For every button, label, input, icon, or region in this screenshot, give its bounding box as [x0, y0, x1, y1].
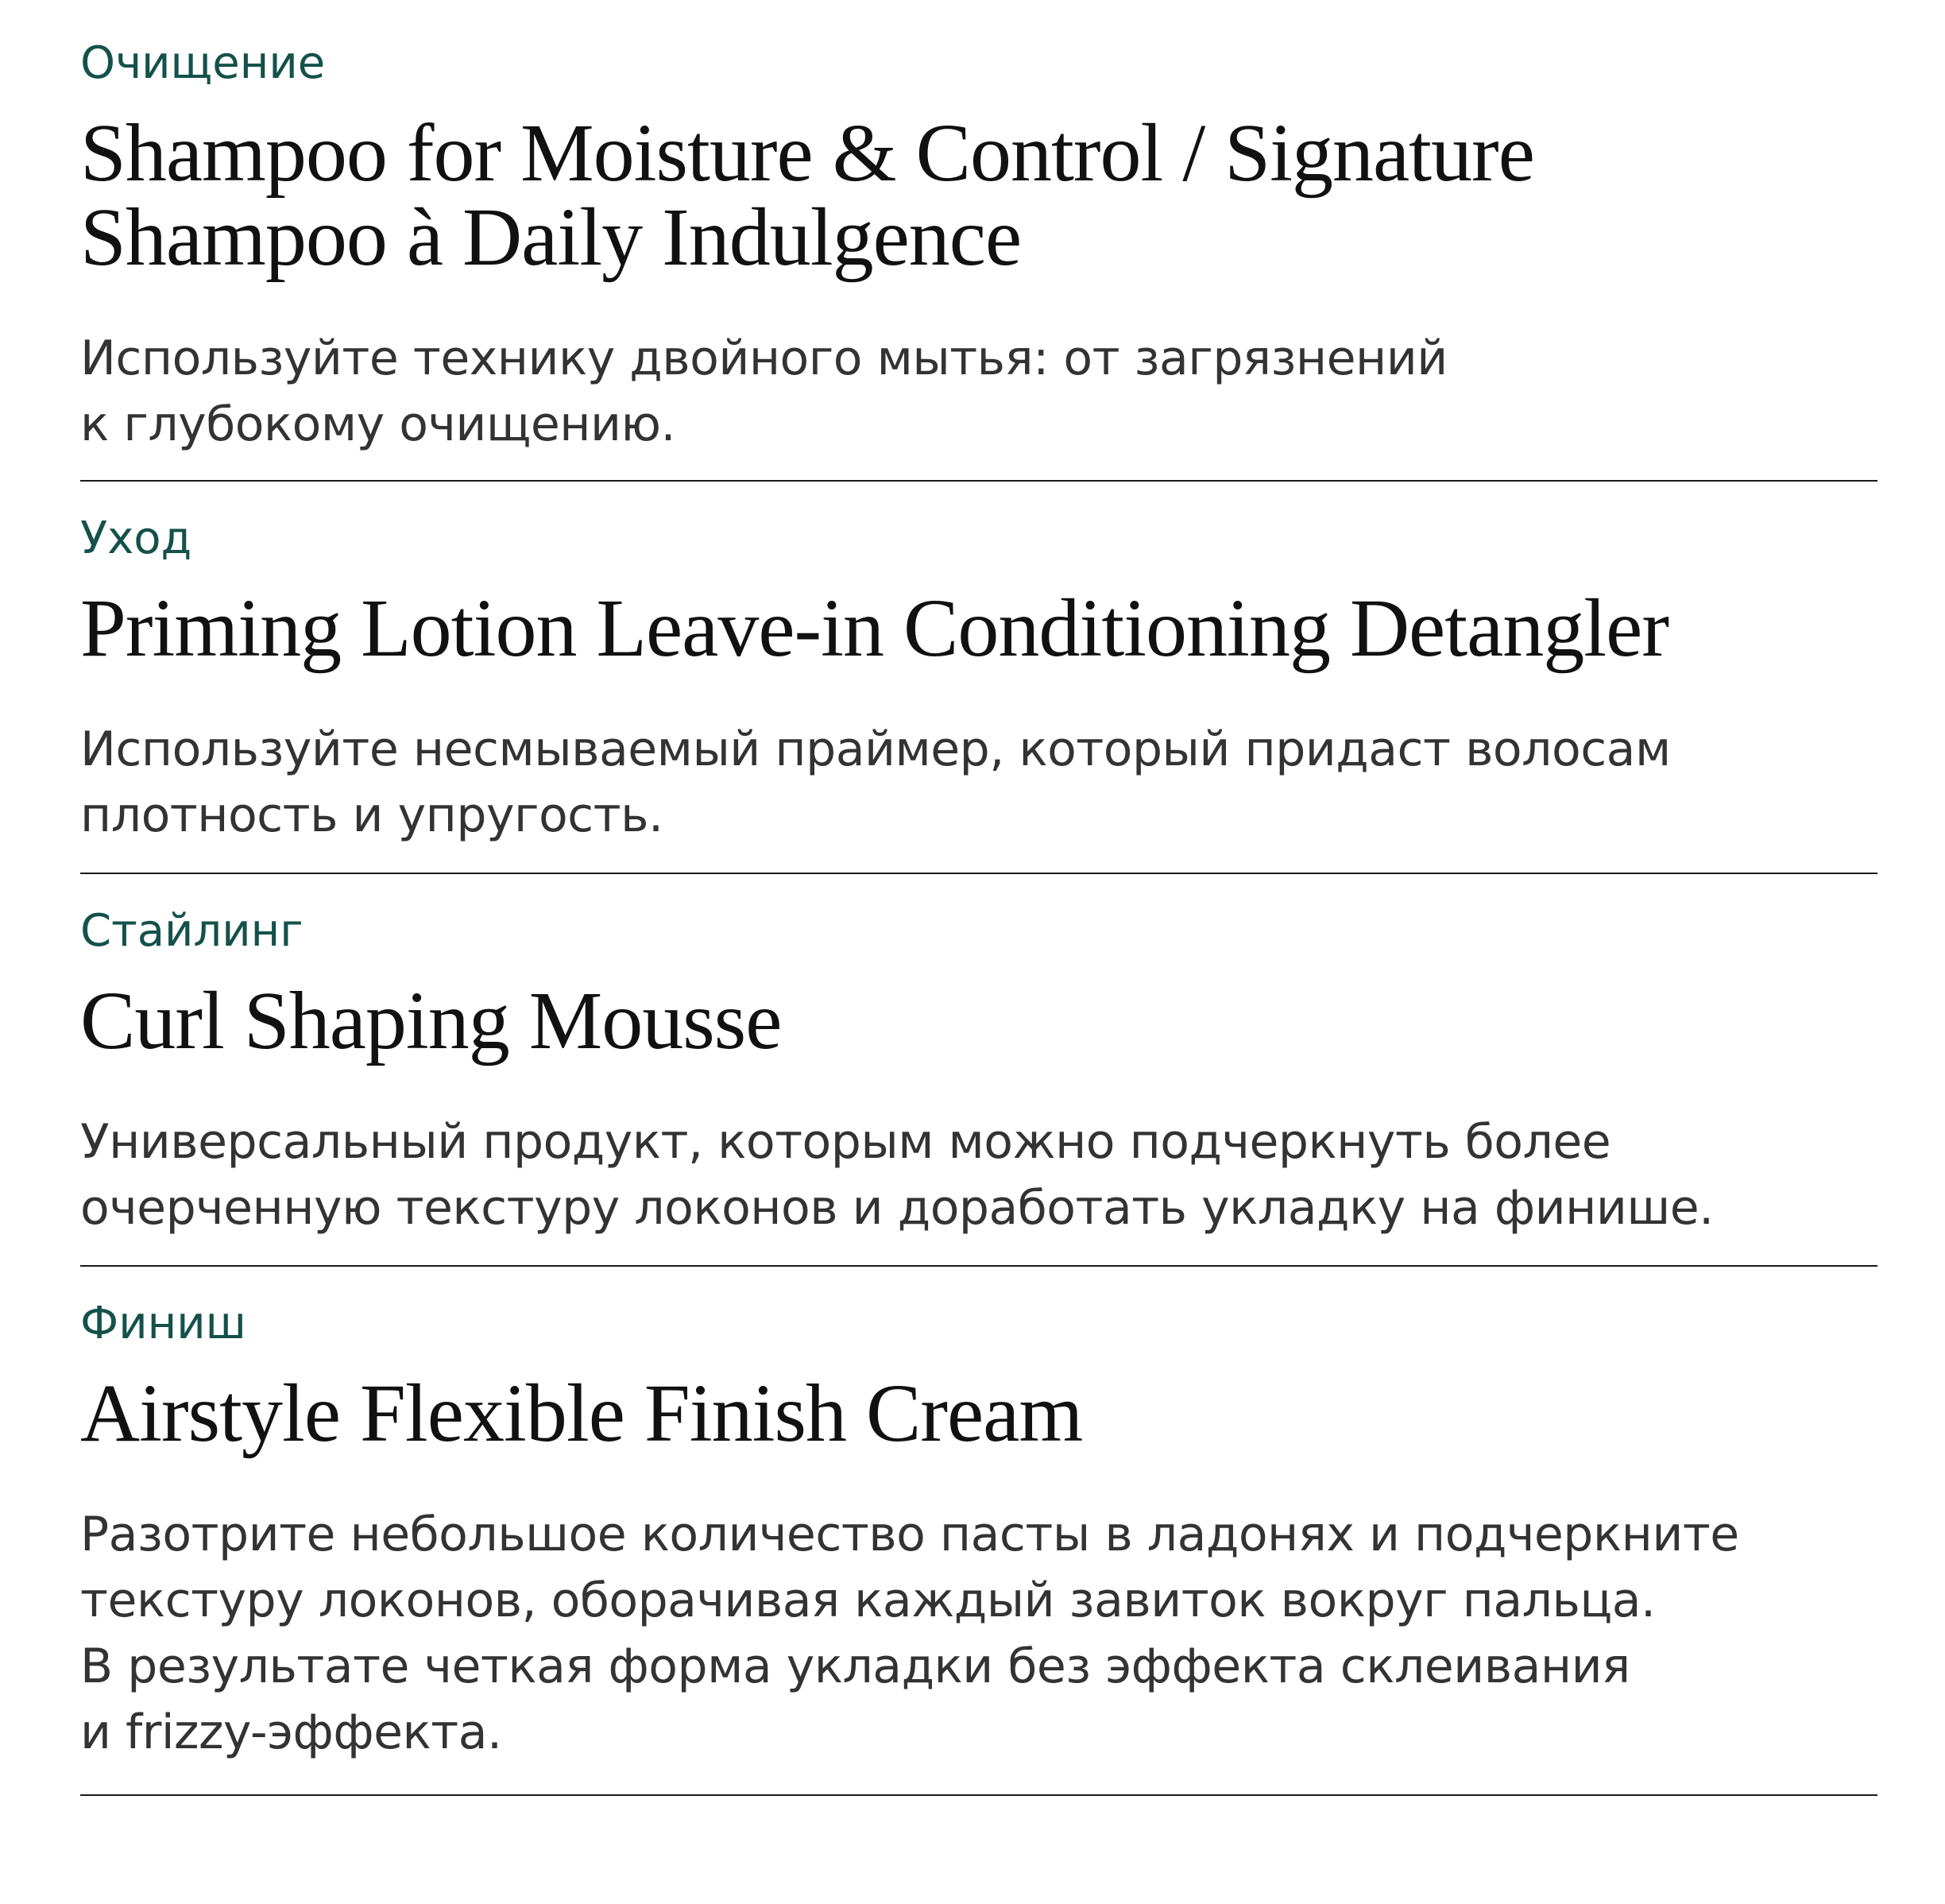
step-styling [80, 874, 1877, 1267]
product-title: Shampoo for Moisture & Control / Signature Shampoo à Daily Indulgence [80, 107, 1534, 283]
step-category: Стайлинг [80, 905, 304, 957]
step-finish [80, 1267, 1877, 1796]
step-category: Очищение [80, 37, 326, 89]
product-description: Используйте несмываемый праймер, который придаст волосам плотность и упругость. [80, 722, 1671, 843]
product-title: Airstyle Flexible Finish Cream [80, 1368, 1083, 1459]
step-cleansing [80, 0, 1877, 482]
routine-steps-list [80, 0, 1877, 1796]
product-title: Curl Shaping Mousse [80, 975, 782, 1066]
step-category: Финиш [80, 1298, 246, 1349]
step-category: Уход [80, 513, 192, 564]
product-title: Priming Lotion Leave-in Conditioning Detangler [80, 582, 1669, 674]
product-description: Универсальный продукт, которым можно подчеркнуть более очерченную текстуру локонов и доработать укладку на финише. [80, 1114, 1714, 1236]
product-description: Используйте технику двойного мытья: от загрязнений к глубокому очищению. [80, 331, 1448, 452]
step-care [80, 482, 1877, 874]
product-description: Разотрите небольшое количество пасты в ладонях и подчеркните текстуру локонов, оборачивая каждый завиток вокруг пальца. В результате четкая форма укладки без эффекта склеивания и frizzy-эффекта. [80, 1507, 1739, 1760]
